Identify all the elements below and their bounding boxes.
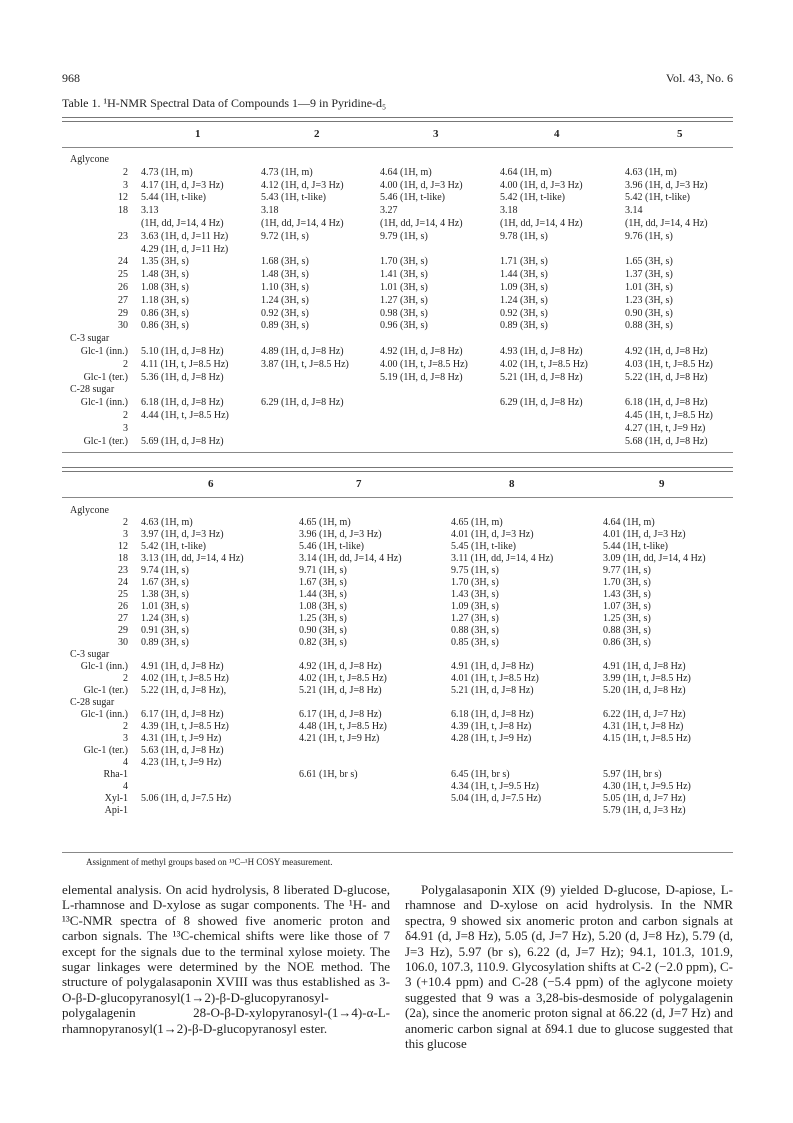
table-cell: 4.64 (1H, m) xyxy=(380,166,432,178)
table-cell: 4.12 (1H, d, J=3 Hz) xyxy=(261,179,344,191)
row-label: 2 xyxy=(123,721,128,732)
table-cell: 1.01 (3H, s) xyxy=(380,282,428,293)
table-cell: 4.21 (1H, t, J=9 Hz) xyxy=(299,733,380,744)
table-cell: 3.13 xyxy=(141,205,159,217)
table-cell: 5.21 (1H, d, J=8 Hz) xyxy=(451,685,534,696)
row-label: 3 xyxy=(123,422,128,434)
row-label: 27 xyxy=(118,294,128,306)
table-cell: 4.48 (1H, t, J=8.5 Hz) xyxy=(299,721,387,732)
section-label: Aglycone xyxy=(70,154,109,165)
table-cell: 5.97 (1H, br s) xyxy=(603,769,662,780)
body-text-right-column: Polygalasaponin XIX (9) yielded D-glucose, D-apiose, L-rhamnose and D-xylose on acid hydrolysis. In the NMR spectra, 9 showed six anomeric proton and carbon signals at δ4.91 (d, J=8 Hz), 5.05 (d, J=7 Hz), 5.20 (d, J=8 Hz), 5.79 (d, J=3 Hz), 5.97 (br s), 6.22 (d, J=7 Hz); 94.1, 101.3, 101.9, 106.0, 107.3, 110.9. Glycosylation shifts at C-2 (−2.0 ppm), C-3 (+10.4 ppm) and C-28 (−5.4 ppm) of the aglycone moiety suggested that 9 was a 3,28-bis-desmoside of polygalagenin (2a), since the anomeric proton signal at δ6.22 (d, J=7 Hz) and anomeric carbon signal at δ94.1 due to glucose suggested that this glucose xyxy=(405,882,733,1052)
table-cell: 1.24 (3H, s) xyxy=(141,613,189,624)
table-footnote: Assignment of methyl groups based on ¹³C–¹H COSY measurement. xyxy=(86,857,333,867)
row-label: Glc-1 (inn.) xyxy=(80,709,128,720)
row-label: Glc-1 (ter.) xyxy=(83,435,128,447)
section-label: C-3 sugar xyxy=(70,649,110,660)
table-cell: (1H, dd, J=14, 4 Hz) xyxy=(261,218,344,229)
table-cell: 4.01 (1H, d, J=3 Hz) xyxy=(603,529,686,540)
table-cell: 1.70 (3H, s) xyxy=(603,577,651,588)
row-label: 29 xyxy=(118,625,128,636)
table-cell: 4.93 (1H, d, J=8 Hz) xyxy=(500,346,583,357)
row-label: 23 xyxy=(118,230,128,242)
table-cell: 9.76 (1H, s) xyxy=(625,230,673,242)
table-cell: 9.77 (1H, s) xyxy=(603,565,651,576)
column-header: 8 xyxy=(509,478,515,490)
table-cell: 5.44 (1H, t-like) xyxy=(141,192,206,204)
row-label: 2 xyxy=(123,410,128,421)
table-cell: 1.27 (3H, s) xyxy=(380,294,428,306)
table-cell: 5.42 (1H, t-like) xyxy=(500,192,565,204)
table-cell: 4.27 (1H, t, J=9 Hz) xyxy=(625,422,706,434)
table-cell: 5.42 (1H, t-like) xyxy=(141,541,206,552)
row-label: 25 xyxy=(118,589,128,600)
table-cell: 1.23 (3H, s) xyxy=(625,294,673,306)
body-text-left-column: elemental analysis. On acid hydrolysis, 8 liberated D-glucose, L-rhamnose and D-xylose as sugar components. The ¹H- and ¹³C-NMR spectra of 8 showed five anomeric proton and carbon signals. The ¹³C-chemical shifts were like those of 7 except for the signals due to the terminal xylose moiety. The sugar linkages were determined by the NOE method. The structure of polygalasaponin XVIII was thus established as 3-O-β-D-glucopyranosyl(1→2)-β-D-glucopyranosyl-polygalagenin 28-O-β-D-xylopyranosyl-(1→4)-α-L-rhamnopyranosyl(1→2)-β-D-glucopyranosyl ester. xyxy=(62,882,390,1036)
table-cell: 3.18 xyxy=(500,205,518,217)
table-cell: 6.45 (1H, br s) xyxy=(451,769,510,780)
table-cell: 0.89 (3H, s) xyxy=(500,320,548,332)
table-cell: 4.91 (1H, d, J=8 Hz) xyxy=(603,661,686,672)
table-cell: 4.00 (1H, t, J=8.5 Hz) xyxy=(380,358,468,370)
table-caption: Table 1. ¹H-NMR Spectral Data of Compounds 1—9 in Pyridine-d₅ xyxy=(62,96,387,110)
table-cell: 1.43 (3H, s) xyxy=(451,589,499,600)
table-cell: 5.21 (1H, d, J=8 Hz) xyxy=(500,371,583,383)
row-label: Glc-1 (ter.) xyxy=(83,685,128,696)
table-cell: 1.08 (3H, s) xyxy=(141,282,189,293)
table-cell: 4.63 (1H, m) xyxy=(625,166,677,178)
table-cell: 5.20 (1H, d, J=8 Hz) xyxy=(603,685,686,696)
row-label: 3 xyxy=(123,529,128,540)
table-cell: 1.09 (3H, s) xyxy=(500,282,548,293)
table-cell: 5.68 (1H, d, J=8 Hz) xyxy=(625,435,708,447)
row-label: 30 xyxy=(118,320,128,332)
column-header: 9 xyxy=(659,478,665,490)
table-cell: 6.17 (1H, d, J=8 Hz) xyxy=(141,709,224,720)
table-cell: 3.96 (1H, d, J=3 Hz) xyxy=(625,179,708,191)
table-cell: 1.65 (3H, s) xyxy=(625,256,673,268)
row-label: Glc-1 (ter.) xyxy=(83,745,128,756)
row-label: 29 xyxy=(118,307,128,319)
table-cell: 4.00 (1H, d, J=3 Hz) xyxy=(500,179,583,191)
table-cell: 1.24 (3H, s) xyxy=(500,294,548,306)
table-cell: 4.91 (1H, d, J=8 Hz) xyxy=(141,661,224,672)
table-cell: 1.24 (3H, s) xyxy=(261,294,309,306)
table-cell: 4.23 (1H, t, J=9 Hz) xyxy=(141,757,222,768)
table-cell: 0.88 (3H, s) xyxy=(451,625,499,636)
table-cell: 4.63 (1H, m) xyxy=(141,517,193,528)
row-label: 4 xyxy=(123,781,128,792)
table-cell: 1.07 (3H, s) xyxy=(603,601,651,612)
table-cell: 0.86 (3H, s) xyxy=(141,307,189,319)
table-cell: 3.63 (1H, d, J=11 Hz) xyxy=(141,230,229,242)
table-cell: 6.22 (1H, d, J=7 Hz) xyxy=(603,709,686,720)
column-header: 6 xyxy=(208,478,214,490)
table-cell: 3.11 (1H, dd, J=14, 4 Hz) xyxy=(451,553,554,564)
row-label: 25 xyxy=(118,269,128,281)
table-cell: 5.22 (1H, d, J=8 Hz), xyxy=(141,685,227,696)
column-header: 3 xyxy=(433,128,439,140)
section-label: C-28 sugar xyxy=(70,697,115,708)
table-cell: 4.91 (1H, d, J=8 Hz) xyxy=(451,661,534,672)
row-label: Glc-1 (inn.) xyxy=(80,397,128,409)
table-cell: 5.45 (1H, t-like) xyxy=(451,541,516,552)
table-cell: 0.90 (3H, s) xyxy=(625,307,673,319)
table-cell: 0.98 (3H, s) xyxy=(380,307,428,319)
table-cell: 0.92 (3H, s) xyxy=(261,307,309,319)
table-cell: 6.29 (1H, d, J=8 Hz) xyxy=(500,397,583,409)
row-label: Glc-1 (ter.) xyxy=(83,371,128,383)
table-cell: (1H, dd, J=14, 4 Hz) xyxy=(380,218,463,229)
table-cell: 1.70 (3H, s) xyxy=(451,577,499,588)
table-cell: 1.68 (3H, s) xyxy=(261,256,309,268)
table-cell: (1H, dd, J=14, 4 Hz) xyxy=(141,218,224,229)
table-cell: 3.13 (1H, dd, J=14, 4 Hz) xyxy=(141,553,244,564)
row-label: 3 xyxy=(123,179,128,191)
table-cell: 5.69 (1H, d, J=8 Hz) xyxy=(141,435,224,447)
table-cell: 0.86 (3H, s) xyxy=(141,320,189,332)
table-cell: 6.18 (1H, d, J=8 Hz) xyxy=(141,397,224,409)
nmr-table-compounds-6-9 xyxy=(62,0,733,860)
table-cell: 3.09 (1H, dd, J=14, 4 Hz) xyxy=(603,553,706,564)
table-cell: 6.29 (1H, d, J=8 Hz) xyxy=(261,397,344,409)
table-cell: 1.44 (3H, s) xyxy=(299,589,347,600)
table-cell: 0.90 (3H, s) xyxy=(299,625,347,636)
table-cell: 3.99 (1H, t, J=8.5 Hz) xyxy=(603,673,691,684)
table-cell: 0.91 (3H, s) xyxy=(141,625,189,636)
table-cell: 3.87 (1H, t, J=8.5 Hz) xyxy=(261,358,349,370)
row-label: Glc-1 (inn.) xyxy=(80,661,128,672)
table-cell: 4.02 (1H, t, J=8.5 Hz) xyxy=(141,673,229,684)
table-cell: 4.89 (1H, d, J=8 Hz) xyxy=(261,346,344,357)
row-label: 18 xyxy=(118,205,128,217)
table-cell: 1.71 (3H, s) xyxy=(500,256,548,268)
table-cell: 4.92 (1H, d, J=8 Hz) xyxy=(625,346,708,357)
row-label: 12 xyxy=(118,192,128,204)
table-cell: 4.92 (1H, d, J=8 Hz) xyxy=(299,661,382,672)
table-cell: 0.88 (3H, s) xyxy=(603,625,651,636)
table-cell: 0.85 (3H, s) xyxy=(451,637,499,648)
row-label: 27 xyxy=(118,613,128,624)
table-cell: 4.92 (1H, d, J=8 Hz) xyxy=(380,346,463,357)
table-cell: 4.02 (1H, t, J=8.5 Hz) xyxy=(299,673,387,684)
table-cell: 5.79 (1H, d, J=3 Hz) xyxy=(603,805,686,816)
table-cell: 1.41 (3H, s) xyxy=(380,269,428,281)
table-cell: 1.70 (3H, s) xyxy=(380,256,428,268)
table-cell: 0.89 (3H, s) xyxy=(141,637,189,648)
table-cell: 4.65 (1H, m) xyxy=(451,517,503,528)
table-cell: 0.92 (3H, s) xyxy=(500,307,548,319)
table-cell: 4.17 (1H, d, J=3 Hz) xyxy=(141,179,224,191)
table-cell: 4.29 (1H, d, J=11 Hz) xyxy=(141,243,229,255)
table-cell: 4.73 (1H, m) xyxy=(141,166,193,178)
table-cell: 1.01 (3H, s) xyxy=(625,282,673,293)
table-cell: 6.18 (1H, d, J=8 Hz) xyxy=(451,709,534,720)
table-cell: (1H, dd, J=14, 4 Hz) xyxy=(500,218,583,229)
table-cell: (1H, dd, J=14, 4 Hz) xyxy=(625,218,708,229)
table-cell: 4.30 (1H, t, J=9.5 Hz) xyxy=(603,781,691,792)
table-cell: 5.42 (1H, t-like) xyxy=(625,192,690,204)
row-label: 2 xyxy=(123,517,128,528)
row-label: 12 xyxy=(118,541,128,552)
column-header: 4 xyxy=(554,128,560,140)
row-label: 2 xyxy=(123,358,128,370)
table-cell: 4.39 (1H, t, J=8.5 Hz) xyxy=(141,721,229,732)
table-cell: 4.11 (1H, t, J=8.5 Hz) xyxy=(141,358,229,370)
row-label: 24 xyxy=(118,256,128,268)
table-cell: 3.96 (1H, d, J=3 Hz) xyxy=(299,529,382,540)
table-cell: 4.01 (1H, d, J=3 Hz) xyxy=(451,529,534,540)
table-cell: 5.46 (1H, t-like) xyxy=(299,541,364,552)
row-label: 3 xyxy=(123,733,128,744)
table-cell: 1.01 (3H, s) xyxy=(141,601,189,612)
row-label: 2 xyxy=(123,673,128,684)
table-cell: 5.10 (1H, d, J=8 Hz) xyxy=(141,346,224,357)
table-cell: 1.43 (3H, s) xyxy=(603,589,651,600)
table-cell: 9.72 (1H, s) xyxy=(261,230,309,242)
table-cell: 5.19 (1H, d, J=8 Hz) xyxy=(380,371,463,383)
page-number: 968 xyxy=(62,71,80,85)
table-cell: 4.64 (1H, m) xyxy=(500,166,552,178)
table-cell: 4.39 (1H, t, J=8 Hz) xyxy=(451,721,532,732)
table-cell: 5.21 (1H, d, J=8 Hz) xyxy=(299,685,382,696)
row-label: Xyl-1 xyxy=(104,793,128,804)
column-header: 2 xyxy=(314,128,320,140)
table-cell: 4.64 (1H, m) xyxy=(603,517,655,528)
row-label: 23 xyxy=(118,565,128,576)
table-cell: 0.89 (3H, s) xyxy=(261,320,309,332)
table-cell: 3.18 xyxy=(261,205,279,217)
table-cell: 6.18 (1H, d, J=8 Hz) xyxy=(625,397,708,409)
table-cell: 4.15 (1H, t, J=8.5 Hz) xyxy=(603,733,691,744)
table-cell: 1.27 (3H, s) xyxy=(451,613,499,624)
table-cell: 4.65 (1H, m) xyxy=(299,517,351,528)
table-cell: 1.38 (3H, s) xyxy=(141,589,189,600)
table-cell: 5.43 (1H, t-like) xyxy=(261,192,326,204)
table-cell: 1.09 (3H, s) xyxy=(451,601,499,612)
table-cell: 9.78 (1H, s) xyxy=(500,230,548,242)
table-cell: 5.36 (1H, d, J=8 Hz) xyxy=(141,371,224,383)
row-label: 26 xyxy=(118,282,128,293)
row-label: 2 xyxy=(123,166,128,178)
table-cell: 4.28 (1H, t, J=9 Hz) xyxy=(451,733,532,744)
section-label: C-3 sugar xyxy=(70,333,110,345)
table-cell: 4.00 (1H, d, J=3 Hz) xyxy=(380,179,463,191)
table-cell: 4.73 (1H, m) xyxy=(261,166,313,178)
table-cell: 0.86 (3H, s) xyxy=(603,637,651,648)
table-cell: 1.67 (3H, s) xyxy=(299,577,347,588)
table2-bottom-rule xyxy=(62,852,733,853)
table-cell: 3.14 (1H, dd, J=14, 4 Hz) xyxy=(299,553,402,564)
row-label: 4 xyxy=(123,757,128,768)
table-cell: 4.31 (1H, t, J=9 Hz) xyxy=(141,733,222,744)
table-cell: 1.08 (3H, s) xyxy=(299,601,347,612)
row-label: 26 xyxy=(118,601,128,612)
table-cell: 5.22 (1H, d, J=8 Hz) xyxy=(625,371,708,383)
table-cell: 9.71 (1H, s) xyxy=(299,565,347,576)
table-cell: 1.25 (3H, s) xyxy=(603,613,651,624)
table-cell: 4.01 (1H, t, J=8.5 Hz) xyxy=(451,673,539,684)
section-label: C-28 sugar xyxy=(70,384,115,396)
table-cell: 1.18 (3H, s) xyxy=(141,294,189,306)
column-header: 7 xyxy=(356,478,362,490)
table-cell: 5.63 (1H, d, J=8 Hz) xyxy=(141,745,224,756)
table2-header-rule xyxy=(62,497,733,498)
table-cell: 9.75 (1H, s) xyxy=(451,565,499,576)
table-cell: 1.35 (3H, s) xyxy=(141,256,189,268)
table-cell: 1.67 (3H, s) xyxy=(141,577,189,588)
table-cell: 9.74 (1H, s) xyxy=(141,565,189,576)
table-cell: 4.34 (1H, t, J=9.5 Hz) xyxy=(451,781,539,792)
section-label: Aglycone xyxy=(70,505,109,516)
table-cell: 6.61 (1H, br s) xyxy=(299,769,358,780)
table-cell: 4.02 (1H, t, J=8.5 Hz) xyxy=(500,358,588,370)
row-label: Rha-1 xyxy=(103,769,128,780)
table-cell: 3.14 xyxy=(625,205,643,217)
table-cell: 1.10 (3H, s) xyxy=(261,282,309,293)
table-cell: 5.46 (1H, t-like) xyxy=(380,192,445,204)
table-cell: 4.45 (1H, t, J=8.5 Hz) xyxy=(625,410,713,421)
table-cell: 0.88 (3H, s) xyxy=(625,320,673,332)
table-cell: 4.03 (1H, t, J=8.5 Hz) xyxy=(625,358,713,370)
table-cell: 1.37 (3H, s) xyxy=(625,269,673,281)
table-cell: 5.44 (1H, t-like) xyxy=(603,541,668,552)
table-cell: 9.79 (1H, s) xyxy=(380,230,428,242)
row-label: 24 xyxy=(118,577,128,588)
table-cell: 1.25 (3H, s) xyxy=(299,613,347,624)
table-cell: 6.17 (1H, d, J=8 Hz) xyxy=(299,709,382,720)
row-label: Glc-1 (inn.) xyxy=(80,346,128,357)
table-cell: 1.44 (3H, s) xyxy=(500,269,548,281)
table-cell: 5.04 (1H, d, J=7.5 Hz) xyxy=(451,793,542,804)
row-label: Api-1 xyxy=(104,805,128,816)
table-cell: 0.96 (3H, s) xyxy=(380,320,428,332)
table-cell: 4.44 (1H, t, J=8.5 Hz) xyxy=(141,410,229,421)
table-cell: 3.27 xyxy=(380,205,398,217)
volume-label: Vol. 43, No. 6 xyxy=(665,71,733,85)
table-cell: 5.06 (1H, d, J=7.5 Hz) xyxy=(141,793,232,804)
table-cell: 3.97 (1H, d, J=3 Hz) xyxy=(141,529,224,540)
row-label: 18 xyxy=(118,553,128,564)
table-cell: 4.31 (1H, t, J=8 Hz) xyxy=(603,721,684,732)
table-cell: 1.48 (3H, s) xyxy=(141,269,189,281)
table-cell: 0.82 (3H, s) xyxy=(299,637,347,648)
table-cell: 5.05 (1H, d, J=7 Hz) xyxy=(603,793,686,804)
column-header: 1 xyxy=(195,128,201,140)
table-cell: 1.48 (3H, s) xyxy=(261,269,309,281)
row-label: 30 xyxy=(118,637,128,648)
column-header: 5 xyxy=(677,128,683,140)
